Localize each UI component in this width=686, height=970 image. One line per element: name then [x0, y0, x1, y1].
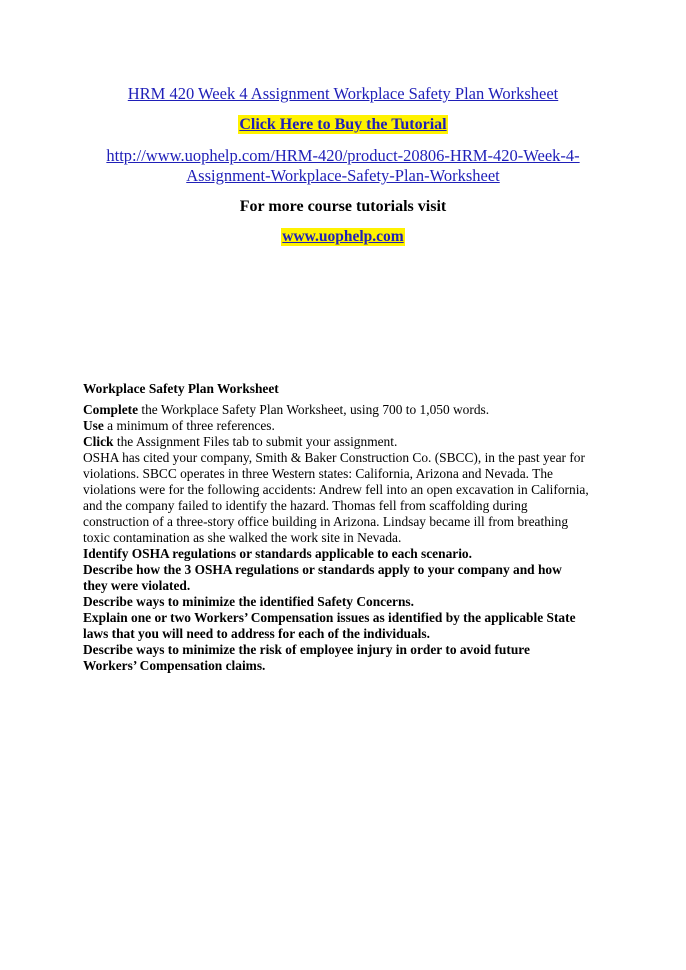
use-text: a minimum of three references.	[103, 418, 275, 433]
section-title: Workplace Safety Plan Worksheet	[83, 381, 279, 396]
scenario-line: toxic contamination as she walked the work site in Nevada.	[83, 530, 402, 545]
assignment-body	[83, 381, 623, 674]
scenario-line: violations were for the following accidents: Andrew fell into an open excavation in California,	[83, 482, 589, 497]
task-line: laws that you will need to address for each of the individuals.	[83, 626, 430, 641]
use-instruction	[83, 418, 623, 434]
complete-label: Complete	[83, 402, 139, 417]
buy-tutorial-link[interactable]: Click Here to Buy the Tutorial	[239, 116, 447, 133]
task-line: Identify OSHA regulations or standards applicable to each scenario.	[83, 546, 472, 561]
header-block	[0, 84, 686, 246]
product-url-line-2[interactable]: Assignment-Workplace-Safety-Plan-Worksheet	[186, 166, 500, 185]
click-text: the Assignment Files tab to submit your assignment.	[113, 434, 398, 449]
task-line: Describe how the 3 OSHA regulations or standards apply to your company and how	[83, 562, 562, 577]
click-label: Click	[83, 434, 114, 449]
site-link[interactable]: www.uophelp.com	[282, 228, 404, 245]
scenario-line: construction of a three-story office building in Arizona. Lindsay became ill from breathing	[83, 514, 569, 529]
task-line: Explain one or two Workers’ Compensation issues as identified by the applicable State	[83, 610, 576, 625]
scenario-line: OSHA has cited your company, Smith & Baker Construction Co. (SBCC), in the past year for	[83, 450, 585, 465]
task-line: they were violated.	[83, 578, 191, 593]
title-link[interactable]: HRM 420 Week 4 Assignment Workplace Safety Plan Worksheet	[127, 84, 559, 103]
task-line: Describe ways to minimize the risk of employee injury in order to avoid future	[83, 642, 530, 657]
scenario-line: and the company failed to identify the hazard. Thomas fell from scaffolding during	[83, 498, 528, 513]
scenario-line: violations. SBCC operates in three Western states: California, Arizona and Nevada. The	[83, 466, 553, 481]
visit-text: For more course tutorials visit	[239, 198, 447, 215]
task-line: Workers’ Compensation claims.	[83, 658, 266, 673]
complete-text: the Workplace Safety Plan Worksheet, using 700 to 1,050 words.	[138, 402, 490, 417]
click-instruction	[83, 434, 623, 450]
use-label: Use	[83, 418, 104, 433]
complete-instruction	[83, 402, 623, 418]
product-url-link[interactable]	[103, 146, 583, 186]
product-url-line-1[interactable]: http://www.uophelp.com/HRM-420/product-20806-HRM-420-Week-4-	[106, 146, 580, 165]
task-line: Describe ways to minimize the identified Safety Concerns.	[83, 594, 414, 609]
